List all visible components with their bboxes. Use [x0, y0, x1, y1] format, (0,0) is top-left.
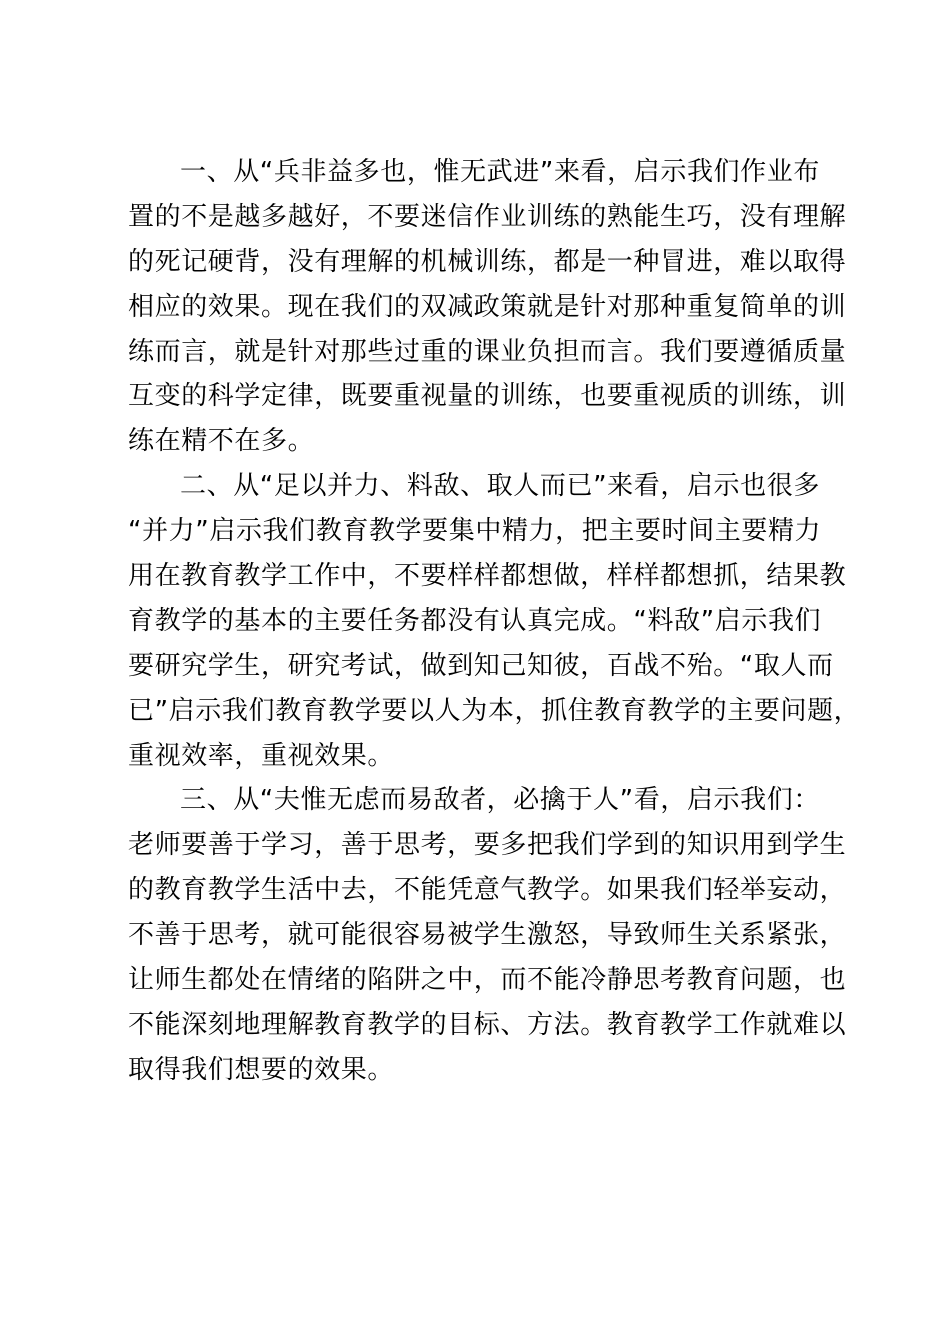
text-line: 练而言，就是针对那些过重的课业负担而言。我们要遵循质量	[128, 336, 847, 367]
text-line: 已”启示我们教育教学要以人为本，抓住教育教学的主要问题，	[128, 695, 861, 726]
text-line: 重视效率，重视效果。	[128, 740, 395, 771]
text-line: 的教育教学生活中去，不能凭意气教学。如果我们轻举妄动，	[128, 875, 847, 906]
text-line: 让师生都处在情绪的陷阱之中，而不能冷静思考教育问题，也	[128, 965, 847, 996]
text-line: 二、从“足以并力、料敌、取人而已”来看，启示也很多	[180, 471, 820, 502]
text-line: 取得我们想要的效果。	[128, 1054, 395, 1085]
text-line: 老师要善于学习，善于思考，要多把我们学到的知识用到学生	[128, 830, 847, 861]
text-line: “并力”启示我们教育教学要集中精力，把主要时间主要精力	[128, 516, 822, 547]
text-line: 要研究学生，研究考试，做到知己知彼，百战不殆。“取人而	[128, 650, 834, 681]
text-line: 互变的科学定律，既要重视量的训练，也要重视质的训练，训	[128, 381, 847, 412]
text-line: 用在教育教学工作中，不要样样都想做，样样都想抓，结果教	[128, 561, 847, 592]
paragraph-3	[128, 778, 847, 1092]
text-line: 相应的效果。现在我们的双减政策就是针对那种重复简单的训	[128, 291, 847, 322]
text-line: 不善于思考，就可能很容易被学生激怒，导致师生关系紧张，	[128, 920, 847, 951]
text-line: 不能深刻地理解教育教学的目标、方法。教育教学工作就难以	[128, 1009, 847, 1040]
text-line: 一、从“兵非益多也，惟无武进”来看，启示我们作业布	[180, 157, 820, 187]
text-line: 的死记硬背，没有理解的机械训练，都是一种冒进，难以取得	[128, 246, 847, 277]
paragraph-1	[128, 150, 847, 464]
paragraph-2	[128, 464, 861, 778]
text-line: 育教学的基本的主要任务都没有认真完成。“料敌”启示我们	[128, 605, 822, 636]
text-line: 置的不是越多越好，不要迷信作业训练的熟能生巧，没有理解	[128, 201, 847, 232]
document-page	[128, 150, 861, 1093]
text-line: 三、从“夫惟无虑而易敌者，必擒于人”看，启示我们：	[180, 785, 820, 816]
text-line: 练在精不在多。	[128, 426, 315, 457]
